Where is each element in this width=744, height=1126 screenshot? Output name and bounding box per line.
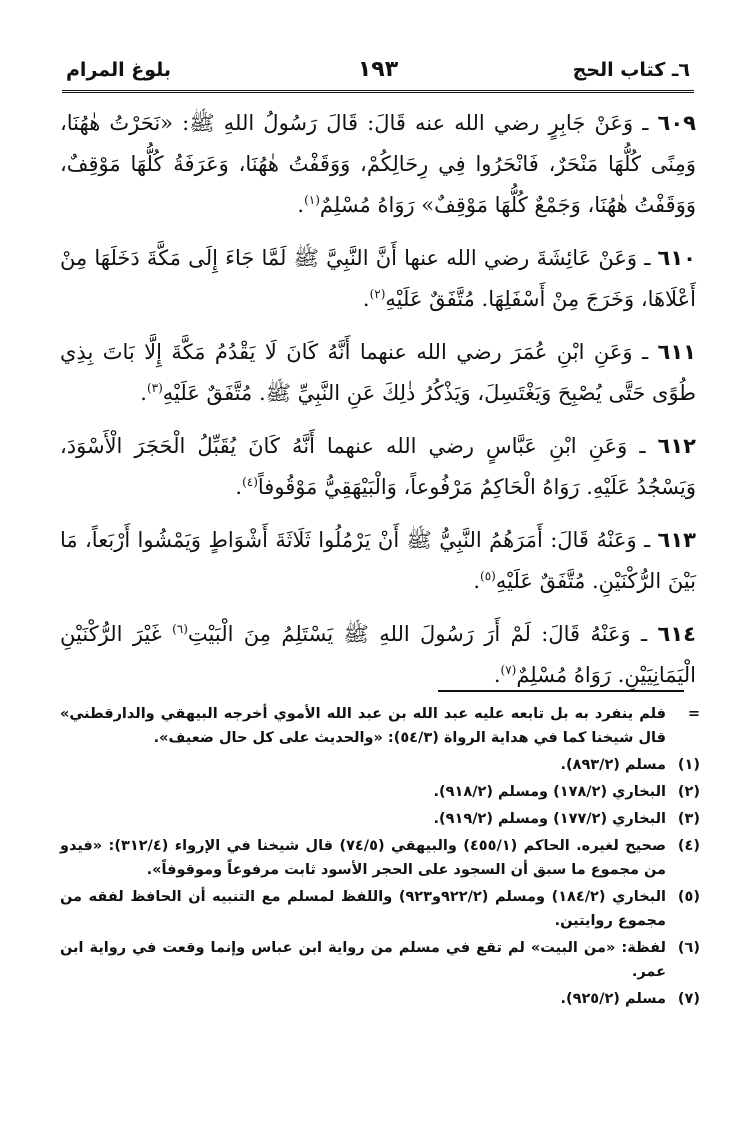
book-title: بلوغ المرام [66, 59, 172, 81]
hadith-tail: . [493, 663, 501, 687]
hadith-613 [60, 520, 696, 602]
hadith-609 [60, 103, 696, 226]
footnote-item [60, 780, 700, 804]
hadith-tail: . [362, 287, 370, 311]
footnote-ref: (٢) [369, 287, 386, 301]
footnote-item [60, 885, 700, 933]
footnote-separator [438, 690, 684, 692]
hadith-tail: . [235, 475, 243, 499]
footnotes [60, 702, 700, 1014]
hadith-text: ـ وَعَنِ ابْنِ عُمَرَ رضي الله عنهما أَنَّهُ كَانَ لَا يَقْدُمُ مَكَّةَ إِلَّا بَاتَ بِذِي طُوًى حَتَّى يُصْبِحَ وَيَغْتَسِلَ، وَيَذْكُرُ ذٰلِكَ عَنِ النَّبِيِّ ﷺ. مُتَّفَقٌ عَلَيْهِ [60, 340, 696, 405]
footnote-ref: (٣) [146, 381, 163, 395]
footnote-ref: (٥) [480, 569, 496, 583]
hadith-text: ـ وَعَنْ عَائِشَةَ رضي الله عنها أَنَّ النَّبِيَّ ﷺ لَمَّا جَاءَ إِلَى مَكَّةَ دَخَلَهَا مِنْ أَعْلَاهَا، وَخَرَجَ مِنْ أَسْفَلِهَا. مُتَّفَقٌ عَلَيْهِ [60, 246, 696, 311]
footnote-label: (١) [677, 757, 700, 773]
hadith-text: ـ وَعَنْ جَابِرٍ رضي الله عنه قَالَ: قَالَ رَسُولُ اللهِ ﷺ: «نَحَرْتُ هٰهُنَا، وَمِنًى كُلُّهَا مَنْحَرٌ، فَانْحَرُوا فِي رِحَالِكُمْ، وَوَقَفْتُ هٰهُنَا، وَعَرَفَةُ كُلُّهَا مَوْقِفٌ، وَوَقَفْتُ هٰهُنَا، وَجَمْعٌ كُلُّهَا مَوْقِفٌ» رَوَاهُ مُسْلِمٌ [60, 111, 696, 217]
footnote-text: مسلم (٨٩٣/٢). [560, 757, 666, 773]
hadith-tail: غَيْرَ الرُّكْنَيْنِ الْيَمَانِيَيْنِ. رَوَاهُ مُسْلِمٌ [60, 622, 696, 687]
footnote-item [60, 753, 700, 777]
page-header [62, 52, 694, 93]
hadith-text: ـ وَعَنْهُ قَالَ: أَمَرَهُمُ النَّبِيُّ ﷺ أَنْ يَرْمُلُوا ثَلَاثَةَ أَشْوَاطٍ وَيَمْشُوا أَرْبَعاً، مَا بَيْنَ الرُّكْنَيْنِ. مُتَّفَقٌ عَلَيْهِ [60, 528, 696, 593]
hadith-614 [60, 614, 696, 696]
hadith-tail: . [140, 381, 147, 405]
footnote-item [60, 936, 700, 984]
hadith-number: ٦٠٩ [657, 111, 696, 135]
footnote-text: البخاري (١٧٧/٢) ومسلم (٩١٩/٢). [433, 811, 666, 827]
footnote-item [60, 807, 700, 831]
footnote-text: البخاري (١٨٤/٢) ومسلم (٩٢٢/٢و٩٢٣) واللفظ لمسلم مع التنبيه أن الحافظ لفقه من مجموع روايتين. [60, 889, 666, 929]
footnote-ref: (٦) [172, 622, 188, 636]
hadith-610 [60, 238, 696, 320]
hadith-number: ٦١٢ [657, 434, 696, 458]
footnote-text: مسلم (٩٢٥/٢). [560, 991, 666, 1007]
footnote-label: (٧) [677, 991, 700, 1007]
footnote-item [60, 702, 700, 750]
hadith-tail: . [473, 569, 481, 593]
hadith-body [60, 103, 696, 708]
hadith-text: ـ وَعَنِ ابْنِ عَبَّاسٍ رضي الله عنهما أَنَّهُ كَانَ يُقَبِّلُ الْحَجَرَ الْأَسْوَدَ، وَيَسْجُدُ عَلَيْهِ. رَوَاهُ الْحَاكِمُ مَرْفُوعاً، وَالْبَيْهَقِيُّ مَوْقُوفاً [60, 434, 696, 499]
footnote-text: صحيح لغيره. الحاكم (٤٥٥/١) والبيهقي (٧٤/٥) قال شيخنا في الإرواء (٣١٢/٤): «فيدو من مجموع ما سبق أن السجود على الحجر الأسود ثابت مرفوعاً وموقوفاً». [60, 838, 666, 878]
hadith-number: ٦١٣ [657, 528, 696, 552]
footnote-ref: (٧) [500, 663, 517, 677]
hadith-611 [60, 332, 696, 414]
footnote-text: البخاري (١٧٨/٢) ومسلم (٩١٨/٢). [433, 784, 666, 800]
hadith-number: ٦١١ [657, 340, 696, 364]
footnote-text: لفظة: «من البيت» لم تقع في مسلم من رواية ابن عباس وإنما وقعت في رواية ابن عمر. [60, 940, 666, 980]
footnote-label: (٥) [677, 889, 700, 905]
footnote-label: (٦) [677, 940, 700, 956]
footnote-text: فلم ينفرد به بل تابعه عليه عبد الله بن عبد الله الأموي أخرجه البيهقي والدارقطني» قال شيخنا كما في هداية الرواة (٥٤/٣): «والحديث على كل حال ضعيف». [60, 706, 666, 746]
hadith-number: ٦١٤ [657, 622, 696, 646]
footnote-label: = [687, 706, 700, 722]
footnote-label: (٢) [677, 784, 700, 800]
hadith-number: ٦١٠ [657, 246, 696, 270]
footnote-ref: (١) [304, 193, 320, 207]
chapter-title: ٦ـ كتاب الحج [572, 59, 690, 81]
hadith-tail: . [297, 193, 305, 217]
page-number: ١٩٣ [357, 57, 399, 82]
footnote-label: (٣) [677, 811, 700, 827]
footnote-item [60, 834, 700, 882]
footnote-ref: (٤) [242, 475, 258, 489]
hadith-text: ـ وَعَنْهُ قَالَ: لَمْ أَرَ رَسُولَ اللهِ ﷺ يَسْتَلِمُ مِنَ الْبَيْتِ [187, 622, 648, 646]
hadith-612 [60, 426, 696, 508]
footnote-item [60, 987, 700, 1011]
footnote-label: (٤) [677, 838, 700, 854]
